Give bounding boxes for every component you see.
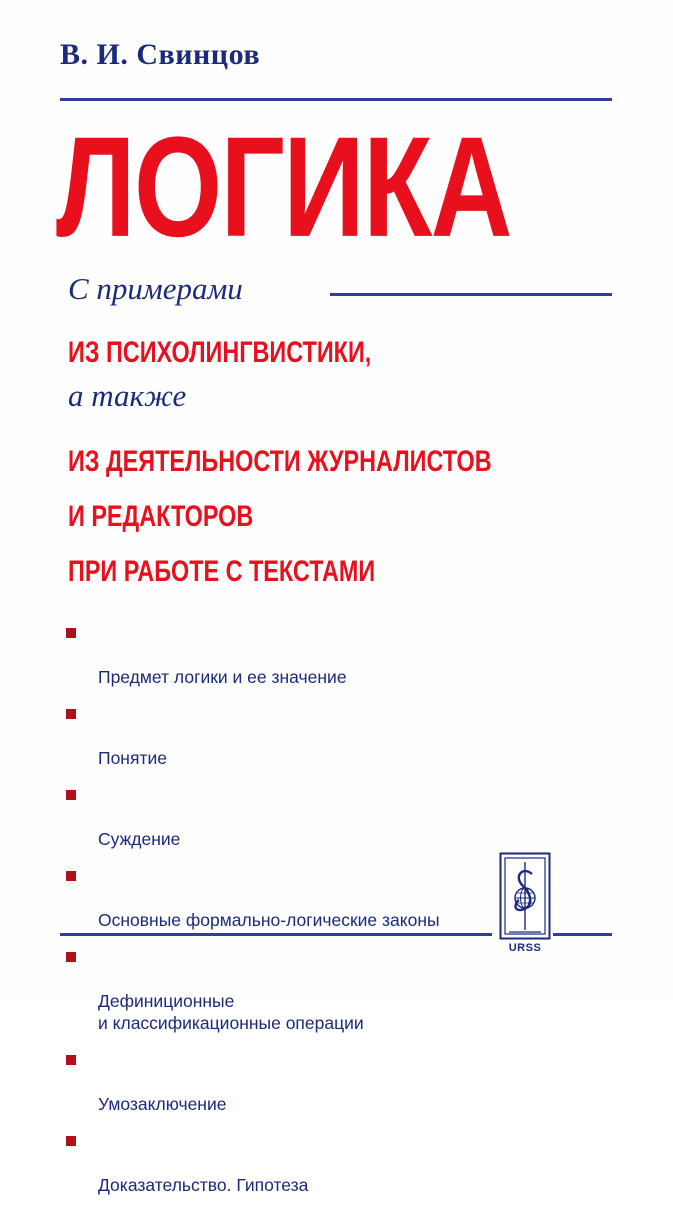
contents-item xyxy=(66,1049,486,1115)
contents-list xyxy=(66,622,486,1211)
subtitle-line-6: ПРИ РАБОТЕ С ТЕКСТАМИ xyxy=(68,555,376,588)
subtitle-line-4: ИЗ ДЕЯТЕЛЬНОСТИ ЖУРНАЛИСТОВ xyxy=(68,445,492,478)
contents-item-label: Умозаключение xyxy=(98,1094,227,1114)
publisher-name: URSS xyxy=(508,942,542,954)
contents-item-label: Понятие xyxy=(98,748,167,768)
square-bullet-icon xyxy=(66,709,76,719)
contents-item-label: Дефиниционные и классификационные операции xyxy=(98,991,364,1033)
subtitle-line-5: И РЕДАКТОРОВ xyxy=(68,500,254,533)
square-bullet-icon xyxy=(66,790,76,800)
subtitle-italic-1: С примерами xyxy=(68,271,243,306)
top-divider xyxy=(60,98,612,101)
contents-item xyxy=(66,784,486,850)
contents-item-label: Доказательство. Гипотеза xyxy=(98,1175,309,1195)
square-bullet-icon xyxy=(66,1136,76,1146)
contents-item xyxy=(66,703,486,769)
bottom-divider-left xyxy=(60,933,492,936)
subtitle-line-2: ИЗ ПСИХОЛИНГВИСТИКИ, xyxy=(68,336,372,369)
contents-item-label: Суждение xyxy=(98,829,181,849)
square-bullet-icon xyxy=(66,871,76,881)
contents-item-label: Предмет логики и ее значение xyxy=(98,667,347,687)
contents-item xyxy=(66,1130,486,1196)
author-name: В. И. Свинцов xyxy=(60,38,261,71)
contents-item xyxy=(66,622,486,688)
contents-item xyxy=(66,946,486,1034)
subtitle-divider xyxy=(330,293,612,296)
square-bullet-icon xyxy=(66,952,76,962)
square-bullet-icon xyxy=(66,1055,76,1065)
square-bullet-icon xyxy=(66,628,76,638)
contents-item xyxy=(66,865,486,931)
contents-item-label: Основные формально-логические законы xyxy=(98,910,440,930)
subtitle-italic-2: а также xyxy=(68,378,187,413)
bottom-divider-right xyxy=(553,933,612,936)
book-title: ЛОГИКА xyxy=(56,107,511,267)
